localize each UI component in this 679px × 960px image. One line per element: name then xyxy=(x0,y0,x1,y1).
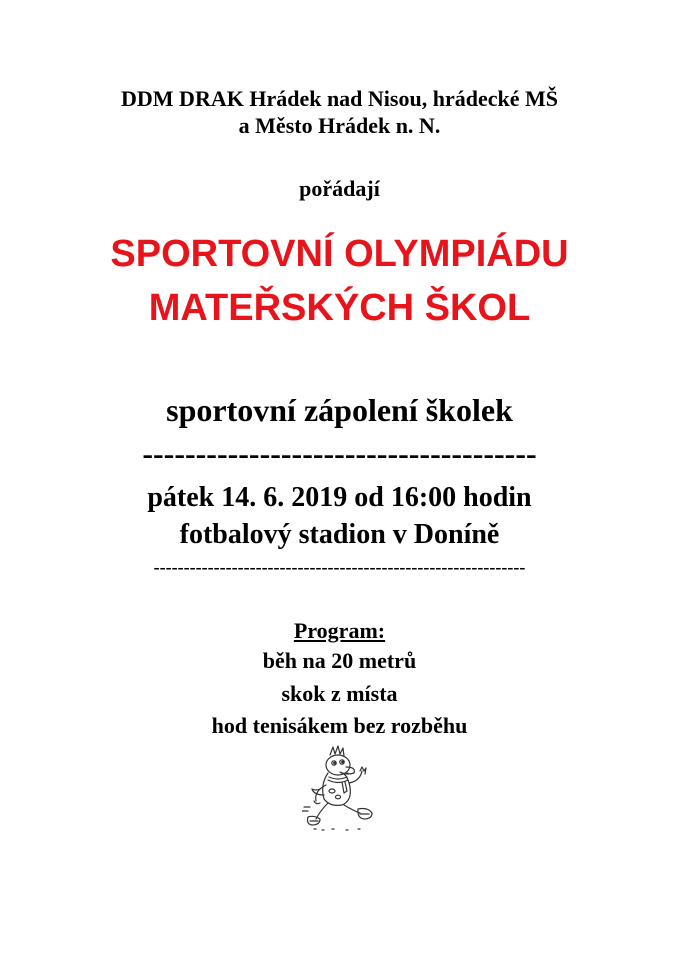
program-heading-text: Program: xyxy=(293,618,386,643)
title-line-1: SPORTOVNÍ OLYMPIÁDU xyxy=(110,233,569,275)
organizers-line-2: a Město Hrádek n. N. xyxy=(238,113,441,138)
program-item: běh na 20 metrů xyxy=(262,648,417,673)
separator-big: ------------------------------------- xyxy=(142,435,537,471)
subtitle: sportovní zápolení školek xyxy=(166,392,513,428)
separator-small: -------------------------------------------------------------- xyxy=(153,557,526,577)
event-place: fotbalový stadion v Doníně xyxy=(179,519,500,550)
organizers-line-1: DDM DRAK Hrádek nad Nisou, hrádecké MŠ xyxy=(121,86,558,111)
event-date-time: pátek 14. 6. 2019 od 16:00 hodin xyxy=(147,482,532,513)
program-heading xyxy=(0,617,679,644)
program-item: hod tenisákem bez rozběhu xyxy=(211,713,468,738)
title-line-2: MATEŘSKÝCH ŠKOL xyxy=(148,287,531,329)
organizers-verb: pořádají xyxy=(299,176,380,201)
program-item: skok z místa xyxy=(281,681,398,706)
running-dragon-mascot-icon xyxy=(302,745,378,833)
